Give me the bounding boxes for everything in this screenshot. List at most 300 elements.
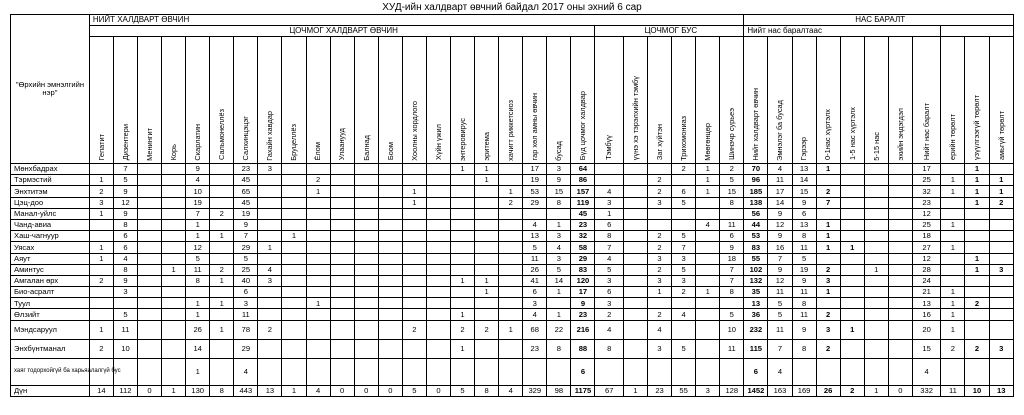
table-cell: 5 (672, 197, 696, 208)
table-row (11, 320, 1014, 339)
table-cell: 102 (744, 264, 768, 275)
table-cell: 26 (816, 385, 840, 396)
table-cell (989, 219, 1013, 230)
table-cell: 5 (402, 385, 426, 396)
deaths-header: НАС БАРАЛТ (744, 15, 1014, 26)
table-cell (137, 339, 161, 358)
table-cell: 3 (989, 339, 1013, 358)
table-cell (210, 175, 234, 186)
table-cell (648, 219, 672, 230)
table-cell: 14 (89, 385, 113, 396)
column-header: Нийт халдварт өвчин (744, 37, 768, 164)
table-cell (451, 186, 475, 197)
column-header: 1-5 нас хүртэлх (840, 37, 864, 164)
table-cell (696, 231, 720, 242)
table-cell: 216 (571, 320, 595, 339)
column-header: Трихомониаз (672, 37, 696, 164)
table-cell (258, 175, 282, 186)
table-cell (989, 253, 1013, 264)
table-cell: 329 (523, 385, 547, 396)
table-cell (941, 208, 965, 219)
table-cell: 5 (720, 309, 744, 320)
table-cell: 8 (792, 298, 816, 309)
table-cell (402, 298, 426, 309)
table-cell: 12 (113, 197, 137, 208)
table-cell: 2 (648, 175, 672, 186)
table-cell: 1452 (744, 385, 768, 396)
table-cell: 2 (402, 320, 426, 339)
table-cell: 1 (547, 219, 571, 230)
table-cell: 3 (595, 298, 623, 309)
column-header: 5-15 нас (864, 37, 888, 164)
table-cell: 1 (941, 309, 965, 320)
table-cell (499, 264, 523, 275)
table-cell: 1 (186, 358, 210, 385)
row-name: Чанд-авиа (11, 219, 90, 230)
table-cell: 2 (89, 339, 113, 358)
column-header: Тэмбүү (595, 37, 623, 164)
table-cell (475, 219, 499, 230)
table-row (11, 275, 1014, 286)
table-cell (282, 253, 306, 264)
table-cell: 12 (768, 275, 792, 286)
table-cell: 96 (744, 175, 768, 186)
table-cell: 169 (792, 385, 816, 396)
table-cell: 19 (792, 264, 816, 275)
table-row (11, 287, 1014, 298)
table-cell (840, 358, 864, 385)
table-cell: 2 (648, 242, 672, 253)
table-cell (330, 219, 354, 230)
table-cell: 1 (89, 208, 113, 219)
table-cell: 6 (595, 287, 623, 298)
table-cell (475, 186, 499, 197)
table-cell: 28 (912, 264, 940, 275)
table-cell: 53 (744, 231, 768, 242)
table-cell (186, 287, 210, 298)
table-cell (499, 231, 523, 242)
table-cell: 23 (523, 339, 547, 358)
table-cell (499, 253, 523, 264)
table-cell (426, 186, 450, 197)
table-cell (137, 164, 161, 175)
table-cell (137, 242, 161, 253)
table-cell: 11 (720, 339, 744, 358)
table-cell: 21 (912, 287, 940, 298)
table-cell (864, 164, 888, 175)
table-cell: 13 (792, 219, 816, 230)
table-cell: 3 (547, 231, 571, 242)
table-cell (672, 320, 696, 339)
table-row (11, 175, 1014, 186)
table-cell (989, 208, 1013, 219)
table-cell: 13 (912, 298, 940, 309)
table-cell: 163 (768, 385, 792, 396)
table-cell: 64 (571, 164, 595, 175)
table-cell: 13 (744, 298, 768, 309)
table-cell (475, 231, 499, 242)
table-cell: 9 (792, 197, 816, 208)
page-title: ХУД-ийн халдварт өвчний байдал 2017 оны эхний 6 сар (382, 2, 642, 13)
table-cell: 8 (113, 219, 137, 230)
table-cell (648, 164, 672, 175)
table-cell (137, 358, 161, 385)
table-cell: 14 (792, 175, 816, 186)
table-cell: 5 (186, 253, 210, 264)
table-cell: 5 (792, 253, 816, 264)
table-cell (162, 164, 186, 175)
column-header: Гэрээр (792, 37, 816, 164)
table-cell (330, 186, 354, 197)
table-cell (282, 219, 306, 230)
table-cell (306, 197, 330, 208)
table-cell: 443 (234, 385, 258, 396)
column-header: Нийт нас баралт (912, 37, 940, 164)
table-cell (451, 208, 475, 219)
table-cell: 5 (672, 339, 696, 358)
table-cell (378, 208, 402, 219)
column-header: үзүүлгээгүй төрөлт (965, 37, 989, 164)
table-cell (547, 208, 571, 219)
row-name: Мөнхбадрах (11, 164, 90, 175)
table-cell (162, 320, 186, 339)
table-cell: 7 (113, 164, 137, 175)
table-cell (475, 358, 499, 385)
table-row (11, 298, 1014, 309)
table-cell (306, 339, 330, 358)
table-cell (330, 309, 354, 320)
table-cell: 3 (648, 339, 672, 358)
table-cell (210, 287, 234, 298)
table-row (11, 231, 1014, 242)
table-cell (888, 208, 912, 219)
table-cell (258, 197, 282, 208)
column-header: Ёлом (306, 37, 330, 164)
table-cell: 3 (672, 275, 696, 286)
table-cell: 1 (162, 385, 186, 396)
table-cell: 5 (451, 385, 475, 396)
table-cell (282, 175, 306, 186)
table-cell: 40 (234, 275, 258, 286)
table-cell (162, 339, 186, 358)
table-cell (137, 275, 161, 286)
table-cell (888, 231, 912, 242)
table-cell (330, 175, 354, 186)
table-cell (89, 287, 113, 298)
table-cell (840, 309, 864, 320)
table-cell (941, 197, 965, 208)
table-cell: 7 (595, 242, 623, 253)
table-cell (864, 309, 888, 320)
column-header: Бруцеллёз (282, 37, 306, 164)
table-cell: 13 (792, 164, 816, 175)
table-cell (282, 275, 306, 286)
table-cell: 4 (672, 309, 696, 320)
table-cell: 4 (768, 164, 792, 175)
table-cell: 12 (768, 219, 792, 230)
table-cell (475, 197, 499, 208)
table-cell: 2 (648, 309, 672, 320)
table-cell (210, 358, 234, 385)
table-cell (402, 264, 426, 275)
table-cell (595, 358, 623, 385)
table-cell: 67 (595, 385, 623, 396)
table-cell: 2 (499, 197, 523, 208)
table-cell: 185 (744, 186, 768, 197)
table-cell: 45 (234, 175, 258, 186)
table-row (11, 242, 1014, 253)
table-cell: 1 (864, 264, 888, 275)
table-cell: 4 (595, 186, 623, 197)
table-cell: 9 (768, 264, 792, 275)
table-cell (426, 231, 450, 242)
table-cell (547, 358, 571, 385)
table-cell: 15 (792, 186, 816, 197)
table-cell (840, 253, 864, 264)
table-cell (888, 186, 912, 197)
table-cell: 3 (696, 385, 720, 396)
table-cell: 1 (965, 264, 989, 275)
table-cell: 4 (258, 264, 282, 275)
row-name: Энхбүнтманал (11, 339, 90, 358)
table-cell: 3 (234, 298, 258, 309)
table-cell (89, 231, 113, 242)
table-cell (137, 320, 161, 339)
table-cell: 32 (571, 231, 595, 242)
table-cell (378, 197, 402, 208)
table-cell (378, 358, 402, 385)
table-cell: 23 (912, 197, 940, 208)
table-cell (330, 242, 354, 253)
table-cell (210, 164, 234, 175)
table-cell (378, 298, 402, 309)
table-cell (426, 358, 450, 385)
column-header: Хоолны хордлого (402, 37, 426, 164)
table-cell: 2 (965, 298, 989, 309)
table-cell: 11 (113, 320, 137, 339)
table-cell (162, 287, 186, 298)
table-cell: 6 (672, 186, 696, 197)
table-cell: 1 (623, 385, 647, 396)
table-cell: 3 (547, 253, 571, 264)
table-cell (162, 358, 186, 385)
table-cell (306, 309, 330, 320)
table-cell: 4 (547, 242, 571, 253)
table-cell (426, 339, 450, 358)
table-cell (354, 197, 378, 208)
table-cell: 7 (720, 275, 744, 286)
column-header: Скарлатин (186, 37, 210, 164)
table-cell: 9 (792, 275, 816, 286)
table-cell (816, 175, 840, 186)
table-cell: 5 (234, 253, 258, 264)
table-cell (378, 253, 402, 264)
table-cell: 1 (258, 242, 282, 253)
table-cell: 9 (113, 275, 137, 286)
table-cell: 1 (816, 219, 840, 230)
table-cell (941, 264, 965, 275)
table-cell: 1 (595, 208, 623, 219)
table-cell: 157 (571, 186, 595, 197)
table-cell (499, 358, 523, 385)
table-cell (378, 287, 402, 298)
table-cell (696, 298, 720, 309)
table-cell (210, 253, 234, 264)
table-cell: 8 (475, 385, 499, 396)
table-cell (816, 208, 840, 219)
table-cell (137, 186, 161, 197)
table-cell (282, 164, 306, 175)
table-cell: 120 (571, 275, 595, 286)
table-cell: 11 (941, 385, 965, 396)
table-cell: 3 (816, 275, 840, 286)
total-infectious-header: НИЙТ ХАЛДВАРТ ӨВЧИН (89, 15, 744, 26)
table-cell: 11 (720, 219, 744, 230)
table-cell: 17 (912, 164, 940, 175)
table-cell: 9 (547, 175, 571, 186)
table-cell: 5 (768, 309, 792, 320)
table-cell: 1 (941, 298, 965, 309)
table-cell (354, 242, 378, 253)
table-cell (162, 219, 186, 230)
table-cell: 2 (89, 275, 113, 286)
table-cell: 10 (113, 339, 137, 358)
table-cell: 9 (113, 186, 137, 197)
table-cell: 6 (720, 231, 744, 242)
table-cell: 7 (768, 253, 792, 264)
table-cell: 3 (258, 164, 282, 175)
table-cell: 0 (137, 385, 161, 396)
table-cell (672, 358, 696, 385)
table-cell (162, 186, 186, 197)
table-cell: 8 (792, 231, 816, 242)
table-cell: 2 (816, 186, 840, 197)
table-cell (888, 320, 912, 339)
table-cell (672, 208, 696, 219)
table-cell (89, 264, 113, 275)
table-cell (282, 264, 306, 275)
table-cell (354, 253, 378, 264)
table-cell (402, 309, 426, 320)
row-name: Био-асралт (11, 287, 90, 298)
table-cell: 2 (941, 339, 965, 358)
table-cell: 2 (672, 164, 696, 175)
table-cell (864, 208, 888, 219)
table-cell (696, 320, 720, 339)
table-cell: 6 (523, 287, 547, 298)
row-name: Амгалан өрх (11, 275, 90, 286)
table-cell (888, 287, 912, 298)
table-cell (162, 242, 186, 253)
row-name: Цэц-доо (11, 197, 90, 208)
table-cell (696, 208, 720, 219)
table-cell: 0 (354, 385, 378, 396)
column-header: амьгүй төрөлт (989, 37, 1013, 164)
table-cell (965, 275, 989, 286)
table-cell (162, 253, 186, 264)
table-cell (648, 208, 672, 219)
table-cell (402, 253, 426, 264)
column-header: Заг хүйтэн (648, 37, 672, 164)
table-cell: 1 (89, 253, 113, 264)
table-cell: 4 (648, 320, 672, 339)
table-cell (499, 208, 523, 219)
column-header: гар хөл амны өвчин (523, 37, 547, 164)
infectious-disease-table (10, 14, 1014, 397)
table-cell: 44 (744, 219, 768, 230)
table-cell: 29 (234, 339, 258, 358)
row-name: Хаш-чагнуур (11, 231, 90, 242)
table-cell: 3 (595, 197, 623, 208)
column-header: үүнэ хэ тэрэлхийн тэмбү (623, 37, 647, 164)
table-cell (989, 320, 1013, 339)
table-row (11, 264, 1014, 275)
table-cell (989, 242, 1013, 253)
table-cell (354, 219, 378, 230)
column-header: бусад (547, 37, 571, 164)
table-cell (402, 175, 426, 186)
table-cell: 5 (523, 242, 547, 253)
table-cell (354, 175, 378, 186)
table-cell: 1 (451, 164, 475, 175)
table-cell: 1 (965, 164, 989, 175)
row-label-header: "Өрхийн эмнэлгийн нэр" (11, 15, 90, 164)
table-cell: 27 (912, 242, 940, 253)
table-cell (451, 219, 475, 230)
table-cell: 11 (523, 253, 547, 264)
table-cell (258, 231, 282, 242)
column-header: Эмнэлэг ба бусад (768, 37, 792, 164)
table-cell (792, 358, 816, 385)
table-cell: 11 (792, 287, 816, 298)
table-cell (354, 231, 378, 242)
table-cell: 8 (720, 197, 744, 208)
table-cell: 0 (888, 385, 912, 396)
table-cell: 9 (186, 164, 210, 175)
table-cell (451, 175, 475, 186)
table-cell (282, 242, 306, 253)
column-header: эритема (475, 37, 499, 164)
table-cell (354, 309, 378, 320)
table-cell: 1 (965, 197, 989, 208)
table-cell (816, 358, 840, 385)
table-cell: 1 (186, 298, 210, 309)
table-cell: 1 (840, 320, 864, 339)
table-cell: 3 (258, 275, 282, 286)
table-cell (354, 358, 378, 385)
table-cell: 29 (523, 197, 547, 208)
table-cell: 1 (282, 385, 306, 396)
table-cell: 2 (720, 164, 744, 175)
table-cell (623, 164, 647, 175)
table-cell: 9 (720, 242, 744, 253)
table-cell (354, 164, 378, 175)
table-cell (137, 298, 161, 309)
table-cell: 1 (965, 186, 989, 197)
table-cell: 25 (234, 264, 258, 275)
table-cell: 4 (306, 385, 330, 396)
table-cell: 2 (989, 197, 1013, 208)
table-cell: 8 (547, 197, 571, 208)
table-cell (330, 287, 354, 298)
table-cell: 2 (965, 339, 989, 358)
table-cell: 14 (768, 197, 792, 208)
table-cell: 10 (186, 186, 210, 197)
table-cell (354, 287, 378, 298)
table-cell (696, 358, 720, 385)
table-cell (89, 309, 113, 320)
table-cell (888, 358, 912, 385)
